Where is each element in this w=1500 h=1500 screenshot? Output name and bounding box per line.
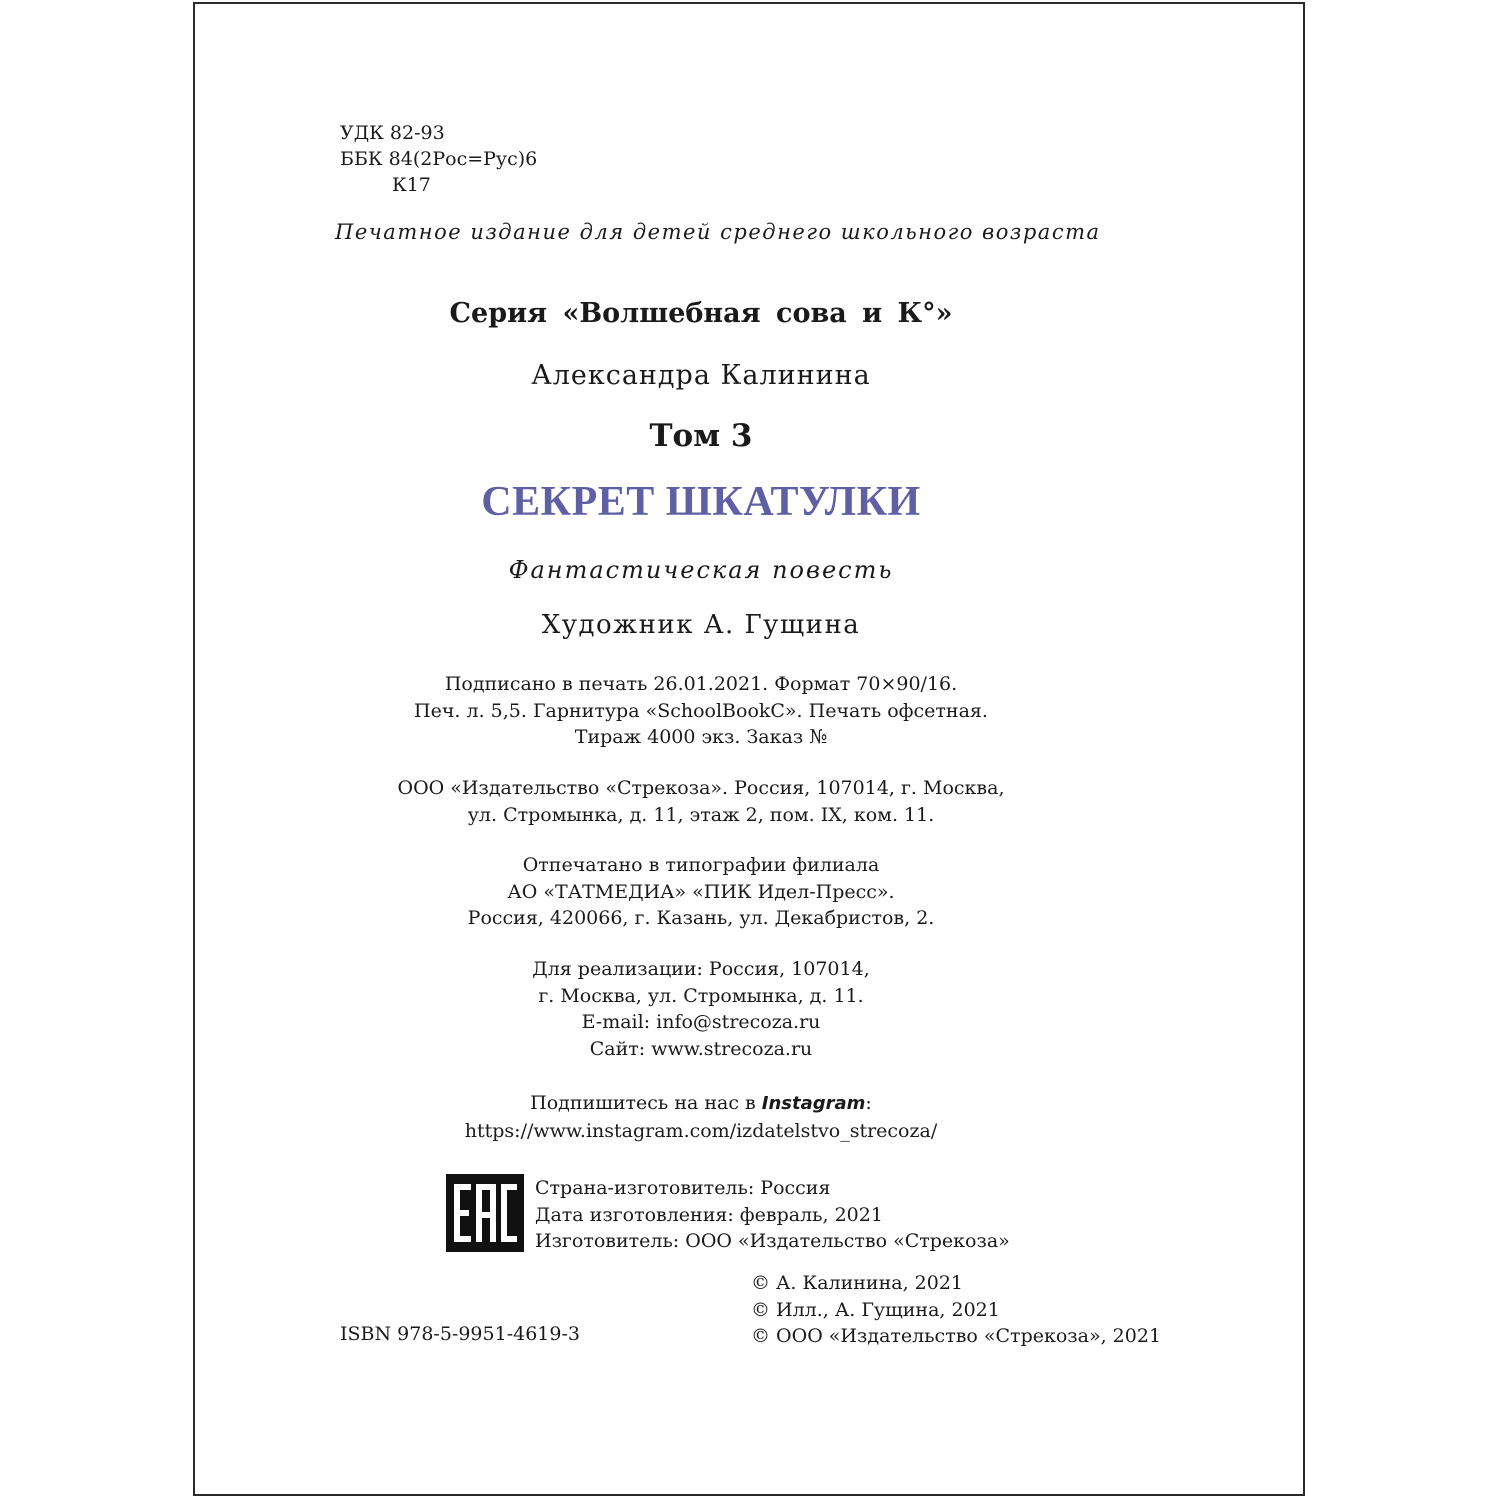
website-line: Сайт: www.strecoza.ru <box>589 1037 813 1060</box>
copyright-line: © ООО «Издательство «Стрекоза», 2021 <box>751 1325 1162 1347</box>
copyright-block <box>751 1270 1161 1350</box>
sales-contact-block <box>145 956 1257 1062</box>
sales-line: г. Москва, ул. Стромынка, д. 11. <box>538 984 864 1007</box>
eac-logo <box>446 1174 524 1252</box>
illustrator-line: Художник А. Гущина <box>541 610 861 640</box>
author-mark: К17 <box>392 174 431 196</box>
print-info-block <box>145 671 1257 751</box>
bbk-code: ББК 84(2Рос=Рус)6 <box>340 148 538 170</box>
print-info-line: Печ. л. 5,5. Гарнитура «SchoolBookC». Печать офсетная. <box>414 699 988 722</box>
print-info-line: Подписано в печать 26.01.2021. Формат 70×90/16. <box>444 673 958 695</box>
author-name: Александра Калинина <box>531 360 871 391</box>
manufacturing-line: Страна-изготовитель: Россия <box>535 1177 831 1199</box>
instagram-suffix: : <box>865 1092 872 1114</box>
series-title: Серия «Волшебная сова и К°» <box>449 298 953 329</box>
instagram-block <box>145 1090 1257 1144</box>
printer-line: АО «ТАТМЕДИА» «ПИК Идел-Пресс». <box>507 880 895 903</box>
classification-codes <box>340 120 537 198</box>
publisher-line: ООО «Издательство «Стрекоза». Россия, 107014, г. Москва, <box>397 777 1005 799</box>
copyright-line: © Илл., А. Гущина, 2021 <box>751 1298 1000 1321</box>
manufacturing-line: Дата изготовления: февраль, 2021 <box>535 1203 883 1226</box>
instagram-invite <box>145 1090 1257 1118</box>
copyright-line: © А. Калинина, 2021 <box>751 1272 964 1294</box>
instagram-url: https://www.instagram.com/izdatelstvo_strecoza/ <box>464 1119 938 1142</box>
udk-code: УДК 82-93 <box>340 122 445 144</box>
sales-line: Для реализации: Россия, 107014, <box>532 958 870 980</box>
instagram-prefix: Подпишитесь на нас в <box>530 1092 762 1114</box>
printer-block <box>145 852 1257 932</box>
manufacturing-info <box>535 1175 1010 1255</box>
publisher-block <box>145 775 1257 828</box>
eac-mark-icon <box>446 1174 524 1252</box>
page-sheet <box>193 2 1305 1496</box>
email-line: E-mail: info@strecoza.ru <box>581 1011 821 1033</box>
isbn-line: ISBN 978-5-9951-4619-3 <box>340 1323 580 1345</box>
publisher-line: ул. Стромынка, д. 11, этаж 2, пом. IX, ком. 11. <box>467 803 935 826</box>
audience-note: Печатное издание для детей среднего школьного возраста <box>335 220 1101 244</box>
volume-number: Том 3 <box>649 418 753 454</box>
manufacturing-line: Изготовитель: ООО «Издательство «Стрекоза» <box>535 1230 1010 1252</box>
instagram-brand: Instagram <box>761 1093 866 1114</box>
printer-line: Отпечатано в типографии филиала <box>522 854 880 876</box>
book-title: СЕКРЕТ ШКАТУЛКИ <box>481 479 921 525</box>
print-info-line: Тираж 4000 экз. Заказ № <box>574 726 828 748</box>
printer-line: Россия, 420066, г. Казань, ул. Декабристов, 2. <box>467 907 935 929</box>
genre-line: Фантастическая повесть <box>508 556 894 584</box>
